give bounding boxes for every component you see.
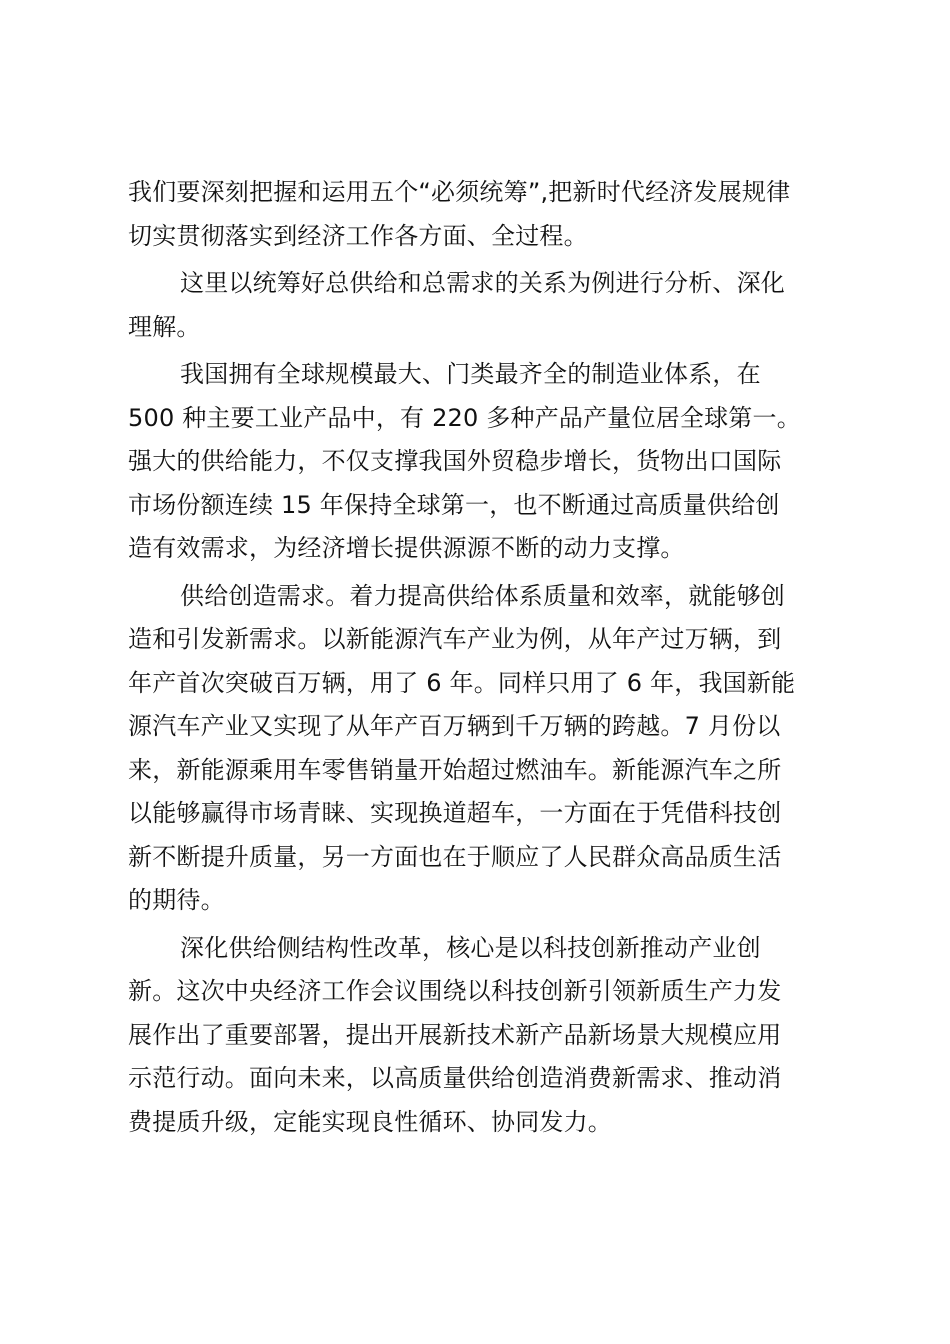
text-line: 我国拥有全球规模最大、门类最齐全的制造业体系，在 [180, 360, 761, 388]
text-line: 新。这次中央经济工作会议围绕以科技创新引领新质生产力发 [128, 977, 782, 1005]
paragraph-3 [128, 353, 828, 571]
paragraph-4 [128, 575, 828, 923]
paragraph-1 [128, 171, 828, 258]
text-line: 造有效需求，为经济增长提供源源不断的动力支撑。 [128, 534, 685, 562]
text-line: 切实贯彻落实到经济工作各方面、全过程。 [128, 221, 588, 250]
text-line: 我们要深刻把握和运用五个“必须统筹”,把新时代经济发展规律 [128, 178, 791, 206]
text-line: 深化供给侧结构性改革，核心是以科技创新推动产业创 [180, 933, 761, 962]
text-line: 500 种主要工业产品中，有 220 多种产品产量位居全球第一。 [128, 403, 801, 432]
text-line: 造和引发新需求。以新能源汽车产业为例，从年产过万辆，到 [128, 625, 782, 653]
text-line: 的期待。 [128, 886, 225, 914]
paragraph-5 [128, 927, 828, 1145]
text-line: 年产首次突破百万辆，用了 6 年。同样只用了 6 年，我国新能 [128, 668, 796, 697]
text-line: 强大的供给能力，不仅支撑我国外贸稳步增长，货物出口国际 [128, 447, 782, 475]
text-line: 这里以统筹好总供给和总需求的关系为例进行分析、深化 [180, 269, 785, 297]
document-body [128, 171, 828, 1148]
text-line: 费提质升级，定能实现良性循环、协同发力。 [128, 1107, 612, 1136]
text-line: 示范行动。面向未来，以高质量供给创造消费新需求、推动消 [128, 1064, 782, 1092]
text-line: 理解。 [128, 312, 201, 341]
text-line: 展作出了重要部署，提出开展新技术新产品新场景大规模应用 [128, 1020, 782, 1049]
text-line: 来，新能源乘用车零售销量开始超过燃油车。新能源汽车之所 [128, 755, 782, 784]
text-line: 以能够赢得市场青睐、实现换道超车，一方面在于凭借科技创 [128, 799, 782, 827]
text-line: 市场份额连续 15 年保持全球第一，也不断通过高质量供给创 [128, 490, 780, 519]
text-line: 新不断提升质量，另一方面也在于顺应了人民群众高品质生活 [128, 842, 782, 871]
paragraph-2 [128, 262, 828, 349]
text-line: 供给创造需求。着力提高供给体系质量和效率，就能够创 [180, 581, 785, 610]
text-line: 源汽车产业又实现了从年产百万辆到千万辆的跨越。7 月份以 [128, 712, 781, 740]
